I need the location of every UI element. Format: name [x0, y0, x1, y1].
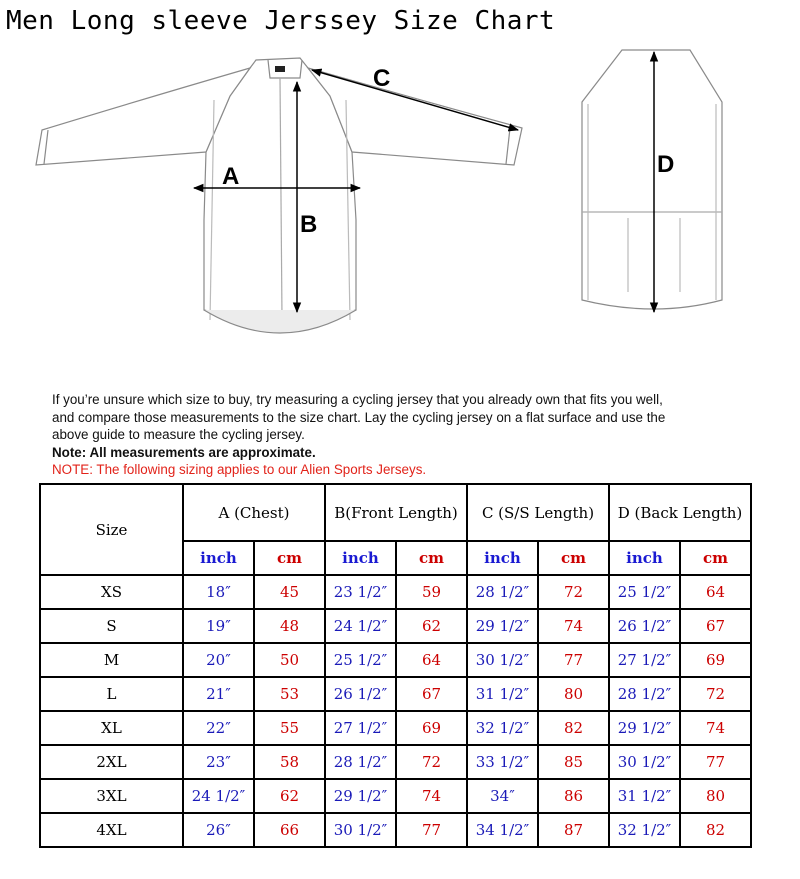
a-in-cell: 19″ [183, 609, 254, 643]
d-cm-cell: 64 [680, 575, 751, 609]
a-cm-cell: 48 [254, 609, 325, 643]
c-in-cell: 29 1/2″ [467, 609, 538, 643]
b-in-cell: 29 1/2″ [325, 779, 396, 813]
unit-inch: inch [183, 541, 254, 575]
a-in-cell: 24 1/2″ [183, 779, 254, 813]
unit-inch: inch [325, 541, 396, 575]
a-in-cell: 21″ [183, 677, 254, 711]
header-front-length: B(Front Length) [325, 484, 467, 541]
header-chest: A (Chest) [183, 484, 325, 541]
a-cm-cell: 55 [254, 711, 325, 745]
c-in-cell: 30 1/2″ [467, 643, 538, 677]
a-in-cell: 23″ [183, 745, 254, 779]
size-cell: XL [40, 711, 183, 745]
b-in-cell: 23 1/2″ [325, 575, 396, 609]
label-a: A [222, 163, 240, 190]
b-in-cell: 24 1/2″ [325, 609, 396, 643]
a-in-cell: 26″ [183, 813, 254, 847]
c-cm-cell: 74 [538, 609, 609, 643]
b-cm-cell: 72 [396, 745, 467, 779]
d-in-cell: 31 1/2″ [609, 779, 680, 813]
size-header: Size [40, 484, 183, 575]
size-cell: 2XL [40, 745, 183, 779]
b-cm-cell: 69 [396, 711, 467, 745]
b-cm-cell: 59 [396, 575, 467, 609]
a-in-cell: 22″ [183, 711, 254, 745]
unit-cm: cm [396, 541, 467, 575]
a-cm-cell: 66 [254, 813, 325, 847]
table-row [40, 813, 751, 847]
c-cm-cell: 72 [538, 575, 609, 609]
d-cm-cell: 67 [680, 609, 751, 643]
unit-inch: inch [467, 541, 538, 575]
back-jersey-illustration [582, 50, 722, 309]
label-d: D [657, 151, 675, 178]
unit-cm: cm [680, 541, 751, 575]
c-cm-cell: 80 [538, 677, 609, 711]
a-in-cell: 20″ [183, 643, 254, 677]
c-cm-cell: 77 [538, 643, 609, 677]
b-cm-cell: 67 [396, 677, 467, 711]
table-row [40, 677, 751, 711]
a-cm-cell: 58 [254, 745, 325, 779]
table-row [40, 609, 751, 643]
table-row [40, 711, 751, 745]
front-jersey-illustration [36, 58, 522, 333]
size-chart-table [39, 483, 752, 848]
jersey-diagram [0, 0, 800, 380]
c-in-cell: 34 1/2″ [467, 813, 538, 847]
d-cm-cell: 77 [680, 745, 751, 779]
d-cm-cell: 72 [680, 677, 751, 711]
d-in-cell: 27 1/2″ [609, 643, 680, 677]
table-row [40, 779, 751, 813]
b-in-cell: 27 1/2″ [325, 711, 396, 745]
c-in-cell: 34″ [467, 779, 538, 813]
a-in-cell: 18″ [183, 575, 254, 609]
a-cm-cell: 62 [254, 779, 325, 813]
table-header-row [40, 484, 751, 541]
d-cm-cell: 82 [680, 813, 751, 847]
d-in-cell: 29 1/2″ [609, 711, 680, 745]
a-cm-cell: 50 [254, 643, 325, 677]
b-cm-cell: 77 [396, 813, 467, 847]
b-in-cell: 26 1/2″ [325, 677, 396, 711]
b-cm-cell: 62 [396, 609, 467, 643]
c-in-cell: 28 1/2″ [467, 575, 538, 609]
table-row [40, 575, 751, 609]
d-cm-cell: 80 [680, 779, 751, 813]
d-cm-cell: 74 [680, 711, 751, 745]
page-title: Men Long sleeve Jerssey Size Chart [6, 6, 556, 36]
c-cm-cell: 82 [538, 711, 609, 745]
note-approximate: Note: All measurements are approximate. [52, 444, 316, 460]
note-alien-sports: NOTE: The following sizing applies to our Alien Sports Jerseys. [52, 462, 427, 477]
table-row [40, 643, 751, 677]
size-cell: 3XL [40, 779, 183, 813]
note-line-1: If you’re unsure which size to buy, try measuring a cycling jersey that you already own that fits you well, [52, 392, 663, 407]
header-ss-length: C (S/S Length) [467, 484, 609, 541]
size-cell: S [40, 609, 183, 643]
label-c: C [373, 65, 391, 92]
note-line-3: above guide to measure the cycling jersey. [52, 427, 305, 442]
c-cm-cell: 87 [538, 813, 609, 847]
a-cm-cell: 45 [254, 575, 325, 609]
b-cm-cell: 64 [396, 643, 467, 677]
zipper-tab-icon [275, 66, 285, 72]
c-in-cell: 32 1/2″ [467, 711, 538, 745]
size-cell: L [40, 677, 183, 711]
d-in-cell: 30 1/2″ [609, 745, 680, 779]
label-b: B [300, 211, 318, 238]
d-in-cell: 25 1/2″ [609, 575, 680, 609]
b-in-cell: 28 1/2″ [325, 745, 396, 779]
c-cm-cell: 86 [538, 779, 609, 813]
unit-cm: cm [254, 541, 325, 575]
d-in-cell: 28 1/2″ [609, 677, 680, 711]
d-cm-cell: 69 [680, 643, 751, 677]
table-row [40, 745, 751, 779]
c-in-cell: 31 1/2″ [467, 677, 538, 711]
a-cm-cell: 53 [254, 677, 325, 711]
d-in-cell: 32 1/2″ [609, 813, 680, 847]
header-back-length: D (Back Length) [609, 484, 751, 541]
measuring-notes [52, 391, 772, 479]
unit-inch: inch [609, 541, 680, 575]
b-in-cell: 30 1/2″ [325, 813, 396, 847]
c-in-cell: 33 1/2″ [467, 745, 538, 779]
size-cell: 4XL [40, 813, 183, 847]
size-cell: M [40, 643, 183, 677]
c-cm-cell: 85 [538, 745, 609, 779]
size-cell: XS [40, 575, 183, 609]
d-in-cell: 26 1/2″ [609, 609, 680, 643]
b-in-cell: 25 1/2″ [325, 643, 396, 677]
note-line-2: and compare those measurements to the size chart. Lay the cycling jersey on a flat surface and use the [52, 409, 666, 425]
unit-cm: cm [538, 541, 609, 575]
b-cm-cell: 74 [396, 779, 467, 813]
